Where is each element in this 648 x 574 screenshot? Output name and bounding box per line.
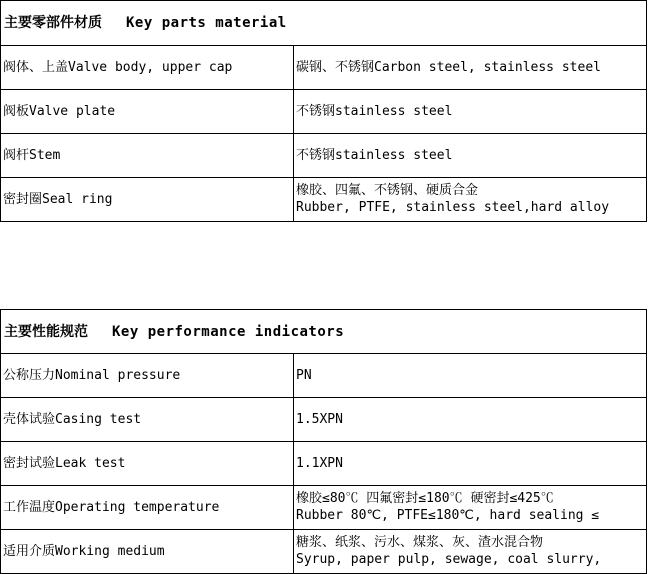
value-cell: 1.5XPN — [294, 398, 647, 442]
item-cell: 工作温度Operating temperature — [1, 486, 294, 530]
materials-header-row — [1, 1, 647, 46]
value-line-cn: 橡胶≤80℃ 四氟密封≤180℃ 硬密封≤425℃ — [296, 491, 554, 506]
table-row — [1, 178, 647, 222]
part-cell: 阀体、上盖Valve body, upper cap — [1, 46, 294, 90]
item-cell: 壳体试验Casing test — [1, 398, 294, 442]
table-row — [1, 486, 647, 530]
material-line-en: Rubber, PTFE, stainless steel,hard alloy — [296, 200, 610, 215]
part-cell: 阀杆Stem — [1, 134, 294, 178]
item-cell: 公称压力Nominal pressure — [1, 354, 294, 398]
material-cell — [294, 178, 647, 222]
value-line-cn: 糖浆、纸浆、污水、煤浆、灰、渣水混合物 — [296, 535, 544, 550]
table-row — [1, 442, 647, 486]
part-cell: 阀板Valve plate — [1, 90, 294, 134]
value-line-en: Syrup, paper pulp, sewage, coal slurry, — [296, 552, 602, 567]
materials-header-cn: 主要零部件材质 — [4, 15, 102, 31]
part-cell: 密封圈Seal ring — [1, 178, 294, 222]
value-cell: PN — [294, 354, 647, 398]
value-line-en: Rubber 80℃, PTFE≤180℃, hard sealing ≤ — [296, 508, 600, 523]
material-line-cn: 橡胶、四氟、不锈钢、硬质合金 — [296, 183, 479, 198]
materials-header-en: Key parts material — [126, 15, 287, 31]
materials-header — [1, 1, 647, 46]
performance-header-row — [1, 310, 647, 354]
performance-header-cn: 主要性能规范 — [4, 323, 88, 340]
table-row — [1, 134, 647, 178]
value-cell — [294, 486, 647, 530]
table-row — [1, 530, 647, 574]
table-row — [1, 398, 647, 442]
table-row — [1, 46, 647, 90]
performance-header-en: Key performance indicators — [112, 323, 345, 340]
table-row — [1, 354, 647, 398]
material-cell: 碳钢、不锈钢Carbon steel, stainless steel — [294, 46, 647, 90]
performance-header — [1, 310, 647, 354]
value-cell — [294, 530, 647, 574]
performance-table — [0, 309, 647, 574]
item-cell: 密封试验Leak test — [1, 442, 294, 486]
item-cell: 适用介质Working medium — [1, 530, 294, 574]
table-row — [1, 90, 647, 134]
materials-table — [0, 0, 647, 222]
value-cell: 1.1XPN — [294, 442, 647, 486]
material-cell: 不锈钢stainless steel — [294, 134, 647, 178]
material-cell: 不锈钢stainless steel — [294, 90, 647, 134]
